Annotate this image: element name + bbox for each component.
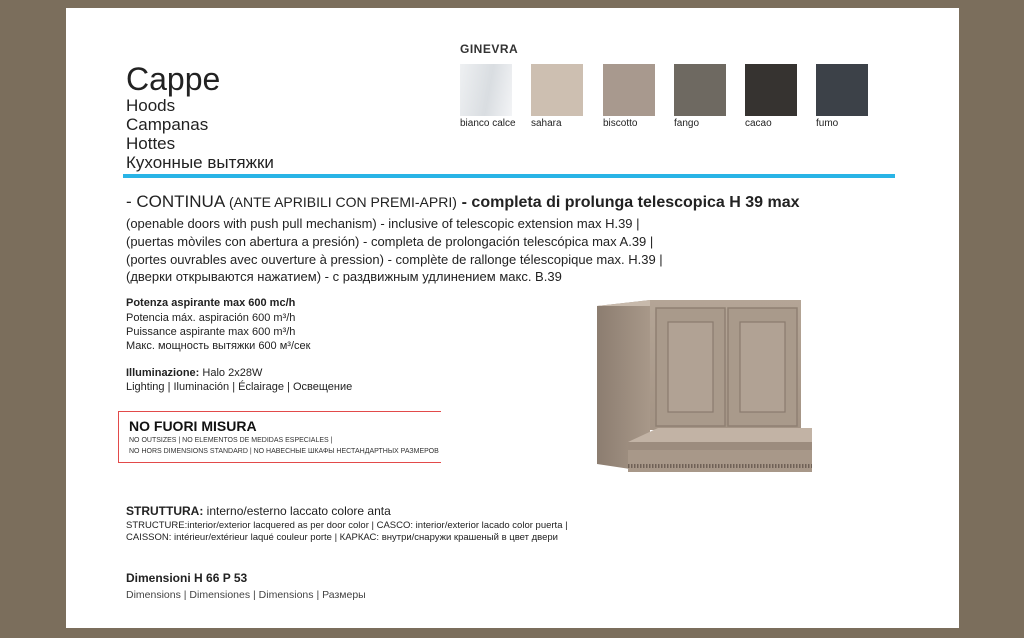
swatch-label: cacao (745, 118, 772, 129)
hood-cabinet-image (594, 296, 816, 486)
title-ru: Кухонные вытяжки (126, 153, 274, 172)
power-line-es: Potencia máx. aspiración 600 m³/h (126, 312, 296, 324)
title-es: Campanas (126, 115, 209, 134)
dimensions-value: H 66 P 53 (194, 571, 248, 585)
dimensions-title: Dimensioni (126, 571, 191, 585)
structure-line: STRUCTURE:interior/exterior lacquered as per door color | CASCO: interior/exterior lacado color puerta | (126, 520, 568, 531)
title-en: Hoods (126, 96, 176, 115)
door-panel-right (740, 322, 785, 412)
title-fr: Hottes (126, 134, 176, 153)
lighting-heading (126, 367, 262, 380)
door-panel-left (668, 322, 713, 412)
lighting-title: Illuminazione: (126, 367, 200, 379)
dimensions-heading (126, 572, 247, 585)
structure-value: interno/esterno laccato colore anta (206, 504, 391, 518)
structure-line: CAISSON: intérieur/extérieur laqué couleur porte | КАРКАС: внутри/снаружи крашеный в цвет двери (126, 532, 558, 543)
power-title: Potenza aspirante max 600 mc/h (126, 297, 296, 309)
structure-title: STRUTTURA: (126, 504, 204, 518)
model-translation-ru: (дверки открываются нажатием) - с раздвижным удлинением макс. В.39 (126, 269, 562, 284)
swatch-label: fumo (816, 118, 839, 129)
swatch-cacao[interactable] (745, 64, 797, 116)
structure-heading (126, 505, 391, 518)
swatch-bianco-calce[interactable] (460, 64, 512, 116)
no-outsize-line: NO HORS DIMENSIONS STANDARD | NO НАВЕСНЫЕ ШКАФЫ НЕСТАНДАРТНЫХ РАЗМЕРОВ (129, 448, 439, 455)
cornice-base (628, 450, 812, 472)
section-divider (123, 174, 895, 178)
collection-name: GINEVRA (460, 42, 519, 56)
catalog-page (66, 8, 959, 628)
power-line-fr: Puissance aspirante max 600 m³/h (126, 326, 296, 338)
swatch-fango[interactable] (674, 64, 726, 116)
model-name: - CONTINUA (126, 192, 225, 211)
lighting-line: Lighting | Iluminación | Éclairage | Освещение (126, 381, 353, 393)
swatch-label: biscotto (603, 118, 638, 129)
power-line-ru: Макс. мощность вытяжки 600 м³/сек (126, 340, 311, 352)
no-outsize-box (118, 411, 441, 463)
swatch-label: sahara (531, 118, 562, 129)
swatch-biscotto[interactable] (603, 64, 655, 116)
model-translation-en: (openable doors with push pull mechanism) - inclusive of telescopic extension max H.39 | (126, 216, 640, 231)
swatch-label: bianco calce (460, 118, 516, 129)
no-outsize-title: NO FUORI MISURA (129, 418, 257, 434)
model-paren: (ANTE APRIBILI CON PREMI-APRI) (228, 194, 457, 210)
page-title: Cappe (126, 61, 221, 97)
dimensions-line: Dimensions | Dimensiones | Dimensions | Размеры (126, 589, 366, 601)
lighting-value: Halo 2x28W (202, 367, 263, 379)
model-translation-es: (puertas mòviles con abertura a presión) - completa de prolongación telescópica max A.39 | (126, 234, 654, 249)
swatch-sahara[interactable] (531, 64, 583, 116)
model-translation-fr: (portes ouvrables avec ouverture à pression) - complète de rallonge télescopique max. H.39 | (126, 252, 663, 267)
model-heading (126, 192, 800, 212)
no-outsize-line: NO OUTSIZES | NO ELEMENTOS DE MEDIDAS ESPECIALES | (129, 437, 333, 444)
model-desc: - completa di prolunga telescopica H 39 max (461, 194, 800, 211)
cornice-top (628, 428, 812, 442)
cornice-front (628, 442, 812, 450)
swatch-label: fango (674, 118, 700, 129)
swatch-fumo[interactable] (816, 64, 868, 116)
